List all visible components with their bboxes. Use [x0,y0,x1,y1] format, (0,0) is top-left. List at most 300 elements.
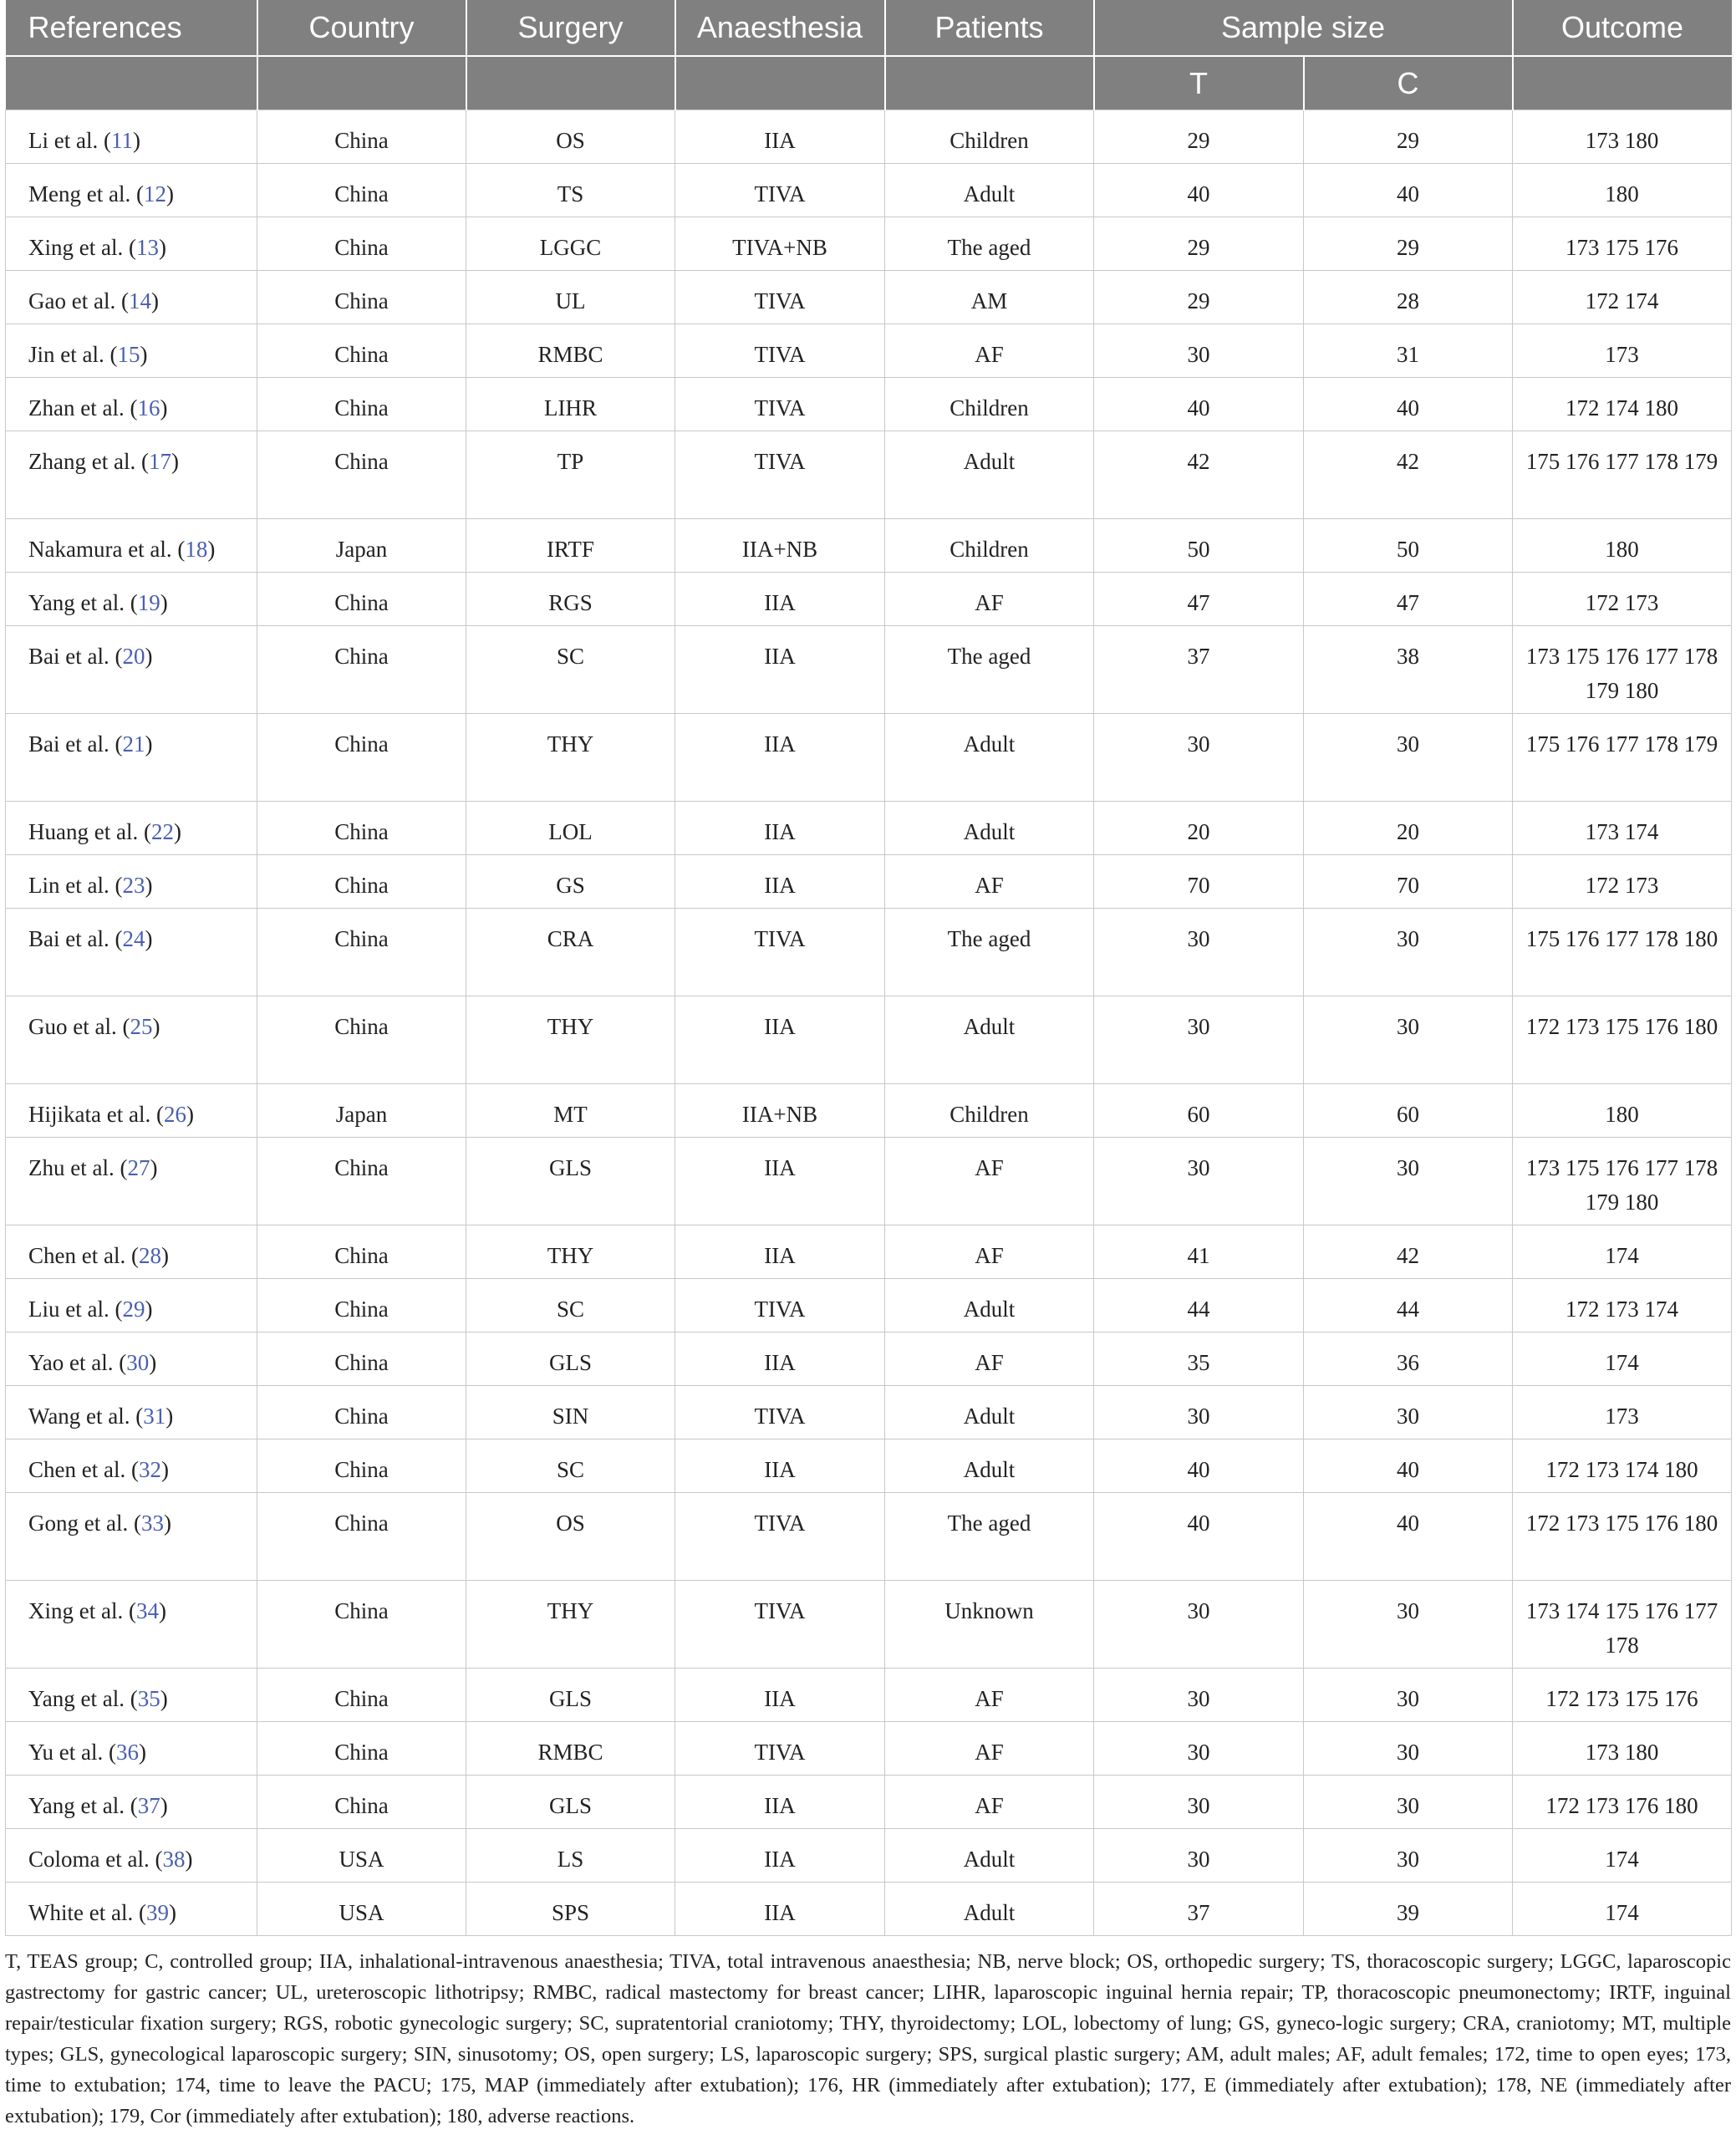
surgery-cell: RMBC [466,1722,675,1776]
reference-author: Li et al. ( [28,128,111,153]
anaesthesia-cell: IIA [675,1138,885,1225]
anaesthesia-cell: TIVA [675,1581,885,1669]
table-row [6,324,1732,378]
citation-link[interactable]: 27 [127,1155,150,1180]
t-cell: 37 [1094,1883,1304,1936]
outcome-cell: 180 [1513,1084,1732,1138]
reference-cell: Zhan et al. (16) [6,378,257,431]
table-row [6,1439,1732,1493]
reference-cell: Gong et al. (33) [6,1493,257,1581]
table-row [6,1883,1732,1936]
citation-link[interactable]: 26 [163,1102,186,1127]
country-cell: China [257,714,466,802]
country-cell: China [257,1581,466,1669]
t-cell: 47 [1094,573,1304,626]
outcome-cell: 173 [1513,1386,1732,1439]
table-row [6,1581,1732,1669]
outcome-cell: 175 176 177 178 180 [1513,909,1732,996]
reference-author: Hijikata et al. ( [28,1102,164,1127]
t-cell: 29 [1094,271,1304,324]
c-cell: 30 [1304,714,1513,802]
outcome-cell: 174 [1513,1225,1732,1279]
table-row [6,1332,1732,1386]
table-row [6,1669,1732,1722]
patients-cell: The aged [885,1493,1094,1581]
anaesthesia-cell: TIVA [675,1493,885,1581]
anaesthesia-cell: TIVA [675,1279,885,1332]
reference-cell: Coloma et al. (38) [6,1829,257,1883]
country-cell: China [257,378,466,431]
outcome-cell: 173 175 176 177 178 179 180 [1513,626,1732,714]
surgery-cell: RGS [466,573,675,626]
header-t: T [1094,56,1304,110]
header-blank [885,56,1094,110]
table-row [6,996,1732,1084]
surgery-cell: UL [466,271,675,324]
header-blank [6,56,257,110]
surgery-cell: GLS [466,1669,675,1722]
reference-author: Xing et al. ( [28,1598,136,1623]
surgery-cell: THY [466,714,675,802]
patients-cell: The aged [885,909,1094,996]
reference-cell: Guo et al. (25) [6,996,257,1084]
c-cell: 31 [1304,324,1513,378]
c-cell: 70 [1304,855,1513,909]
citation-link[interactable]: 13 [135,235,159,260]
table-row [6,519,1732,573]
table-row [6,378,1732,431]
country-cell: China [257,110,466,164]
t-cell: 30 [1094,1386,1304,1439]
outcome-cell: 172 173 175 176 [1513,1669,1732,1722]
c-cell: 29 [1304,110,1513,164]
reference-cell: Nakamura et al. (18) [6,519,257,573]
outcome-cell: 173 180 [1513,1722,1732,1776]
c-cell: 40 [1304,164,1513,217]
citation-link[interactable]: 11 [110,128,133,153]
reference-author: Yang et al. ( [28,590,138,615]
header-blank [1513,56,1732,110]
t-cell: 30 [1094,714,1304,802]
surgery-cell: LIHR [466,378,675,431]
citation-link[interactable]: 25 [130,1014,153,1039]
surgery-cell: CRA [466,909,675,996]
table-row [6,1386,1732,1439]
citation-link[interactable]: 23 [122,873,145,898]
reference-cell: Yao et al. (30) [6,1332,257,1386]
outcome-cell: 174 [1513,1883,1732,1936]
anaesthesia-cell: IIA [675,626,885,714]
t-cell: 30 [1094,909,1304,996]
patients-cell: Children [885,110,1094,164]
citation-link[interactable]: 36 [115,1740,139,1765]
citation-link[interactable]: 35 [137,1686,160,1711]
outcome-cell: 172 173 174 180 [1513,1439,1732,1493]
t-cell: 29 [1094,217,1304,271]
citation-link[interactable]: 29 [122,1297,145,1322]
c-cell: 30 [1304,1138,1513,1225]
citation-link[interactable]: 34 [135,1598,159,1623]
surgery-cell: OS [466,1493,675,1581]
patients-cell: Adult [885,802,1094,855]
t-cell: 70 [1094,855,1304,909]
surgery-cell: THY [466,996,675,1084]
country-cell: China [257,1722,466,1776]
outcome-cell: 172 173 174 [1513,1279,1732,1332]
citation-link[interactable]: 12 [143,181,166,206]
country-cell: China [257,271,466,324]
c-cell: 30 [1304,1722,1513,1776]
header-surgery: Surgery [466,0,675,56]
patients-cell: AF [885,1669,1094,1722]
t-cell: 60 [1094,1084,1304,1138]
c-cell: 47 [1304,573,1513,626]
patients-cell: Adult [885,1386,1094,1439]
outcome-cell: 174 [1513,1332,1732,1386]
citation-link[interactable]: 33 [140,1511,164,1536]
citation-link[interactable]: 15 [117,342,140,367]
reference-author: Gong et al. ( [28,1511,141,1536]
country-cell: China [257,1439,466,1493]
reference-cell: Yang et al. (19) [6,573,257,626]
patients-cell: AF [885,1138,1094,1225]
reference-author: Zhu et al. ( [28,1155,128,1180]
table-row [6,1084,1732,1138]
country-cell: China [257,1493,466,1581]
reference-author: Guo et al. ( [28,1014,130,1039]
reference-cell: Yang et al. (37) [6,1776,257,1829]
surgery-cell: IRTF [466,519,675,573]
table-row [6,802,1732,855]
citation-link[interactable]: 24 [122,926,145,951]
t-cell: 30 [1094,1669,1304,1722]
t-cell: 30 [1094,1722,1304,1776]
table-row [6,164,1732,217]
outcome-cell: 175 176 177 178 179 [1513,714,1732,802]
t-cell: 40 [1094,378,1304,431]
country-cell: China [257,1138,466,1225]
country-cell: China [257,1279,466,1332]
reference-author: Liu et al. ( [28,1297,123,1322]
country-cell: China [257,431,466,519]
surgery-cell: GLS [466,1776,675,1829]
outcome-cell: 174 [1513,1829,1732,1883]
reference-author: Meng et al. ( [28,181,144,206]
surgery-cell: MT [466,1084,675,1138]
reference-cell: Liu et al. (29) [6,1279,257,1332]
citation-link[interactable]: 18 [185,537,208,562]
citation-link[interactable]: 37 [137,1793,160,1818]
surgery-cell: TP [466,431,675,519]
country-cell: USA [257,1829,466,1883]
patients-cell: Adult [885,1829,1094,1883]
outcome-cell: 173 180 [1513,110,1732,164]
t-cell: 41 [1094,1225,1304,1279]
anaesthesia-cell: IIA [675,1669,885,1722]
anaesthesia-cell: IIA [675,996,885,1084]
reference-author: Nakamura et al. ( [28,537,186,562]
surgery-cell: OS [466,110,675,164]
citation-link[interactable]: 22 [150,819,174,844]
patients-cell: AM [885,271,1094,324]
surgery-cell: LOL [466,802,675,855]
anaesthesia-cell: TIVA+NB [675,217,885,271]
reference-author: Bai et al. ( [28,731,123,757]
t-cell: 50 [1094,519,1304,573]
table-footnote: T, TEAS group; C, controlled group; IIA, inhalational-intravenous anaesthesia; TIVA, total intravenous anaesthesia; NB, nerve block; OS, orthopedic surgery; TS, thoracoscopic surgery; LGGC, laparoscopic gastrectomy for gastric cancer; UL, ureteroscopic lithotripsy; RMBC, radical mastectomy for breast cancer; LIHR, laparoscopic inguinal hernia repair; TP, thoracoscopic pneumonectomy; IRTF, inguinal repair/testicular fixation surgery; RGS, robotic gynecologic surgery; SC, supratentorial craniotomy; THY, thyroidectomy; LOL, lobectomy of lung; GS, gyneco-logic surgery; CRA, craniotomy; MT, multiple types; GLS, gynecological laparoscopic surgery; SIN, sinusotomy; OS, open surgery; LS, laparoscopic surgery; SPS, surgical plastic surgery; AM, adult males; AF, adult females; 172, time to open eyes; 173, time to extubation; 174, time to leave the PACU; 175, MAP (immediately after extubation); 176, HR (immediately after extubation); 177, E (immediately after extubation); 178, NE (immediately after extubation); 179, Cor (immediately after extubation); 180, adverse reactions. [5,1950,1731,2127]
t-cell: 20 [1094,802,1304,855]
header-references: References [6,0,257,56]
outcome-cell: 172 173 175 176 180 [1513,996,1732,1084]
surgery-cell: SC [466,1279,675,1332]
c-cell: 29 [1304,217,1513,271]
surgery-cell: GS [466,855,675,909]
header-c: C [1304,56,1513,110]
country-cell: USA [257,1883,466,1936]
reference-cell: Xing et al. (13) [6,217,257,271]
outcome-cell: 173 [1513,324,1732,378]
reference-author: Chen et al. ( [28,1457,139,1482]
c-cell: 36 [1304,1332,1513,1386]
t-cell: 30 [1094,1581,1304,1669]
outcome-cell: 172 173 176 180 [1513,1776,1732,1829]
anaesthesia-cell: IIA [675,1332,885,1386]
table-row [6,626,1732,714]
anaesthesia-cell: IIA [675,1776,885,1829]
anaesthesia-cell: IIA [675,110,885,164]
reference-cell: Huang et al. (22) [6,802,257,855]
patients-cell: AF [885,855,1094,909]
reference-cell: Chen et al. (28) [6,1225,257,1279]
surgery-cell: RMBC [466,324,675,378]
header-country: Country [257,0,466,56]
reference-author: Huang et al. ( [28,819,151,844]
reference-cell: Bai et al. (20) [6,626,257,714]
outcome-cell: 173 174 175 176 177 178 [1513,1581,1732,1669]
anaesthesia-cell: IIA [675,855,885,909]
c-cell: 40 [1304,1439,1513,1493]
country-cell: China [257,1776,466,1829]
reference-cell: Bai et al. (24) [6,909,257,996]
surgery-cell: THY [466,1581,675,1669]
c-cell: 30 [1304,1776,1513,1829]
outcome-cell: 173 175 176 [1513,217,1732,271]
country-cell: China [257,164,466,217]
citation-link[interactable]: 38 [162,1847,186,1872]
header-blank [257,56,466,110]
reference-author: White et al. ( [28,1900,146,1925]
patients-cell: AF [885,1722,1094,1776]
anaesthesia-cell: TIVA [675,324,885,378]
patients-cell: AF [885,1776,1094,1829]
t-cell: 29 [1094,110,1304,164]
patients-cell: Unknown [885,1581,1094,1669]
country-cell: China [257,855,466,909]
anaesthesia-cell: TIVA [675,1722,885,1776]
surgery-cell: SIN [466,1386,675,1439]
citation-link[interactable]: 28 [138,1243,161,1268]
citation-link[interactable]: 39 [145,1900,169,1925]
outcome-cell: 180 [1513,164,1732,217]
c-cell: 20 [1304,802,1513,855]
country-cell: China [257,802,466,855]
country-cell: Japan [257,519,466,573]
c-cell: 42 [1304,431,1513,519]
citation-link[interactable]: 32 [138,1457,161,1482]
header-blank [675,56,885,110]
anaesthesia-cell: TIVA [675,909,885,996]
outcome-cell: 173 174 [1513,802,1732,855]
citation-link[interactable]: 16 [137,395,160,420]
patients-cell: The aged [885,626,1094,714]
outcome-cell: 172 173 [1513,573,1732,626]
reference-cell: Meng et al. (12) [6,164,257,217]
reference-cell: Hijikata et al. (26) [6,1084,257,1138]
header-outcome: Outcome [1513,0,1732,56]
anaesthesia-cell: TIVA [675,1386,885,1439]
t-cell: 37 [1094,626,1304,714]
anaesthesia-cell: TIVA [675,378,885,431]
reference-cell: Wang et al. (31) [6,1386,257,1439]
country-cell: China [257,573,466,626]
country-cell: China [257,909,466,996]
table-row [6,110,1732,164]
citation-link[interactable]: 17 [148,449,171,474]
reference-author: Bai et al. ( [28,926,123,951]
patients-cell: The aged [885,217,1094,271]
t-cell: 30 [1094,324,1304,378]
header-row [6,0,1732,56]
outcome-cell: 180 [1513,519,1732,573]
table-row [6,1776,1732,1829]
reference-author: Yang et al. ( [28,1793,138,1818]
t-cell: 40 [1094,1493,1304,1581]
table-row [6,1138,1732,1225]
reference-author: Jin et al. ( [28,342,118,367]
c-cell: 30 [1304,996,1513,1084]
patients-cell: Children [885,378,1094,431]
c-cell: 50 [1304,519,1513,573]
surgery-cell: LGGC [466,217,675,271]
c-cell: 44 [1304,1279,1513,1332]
table-row [6,1722,1732,1776]
outcome-cell: 172 173 [1513,855,1732,909]
reference-author: Lin et al. ( [28,873,123,898]
reference-cell: Zhang et al. (17) [6,431,257,519]
citation-link[interactable]: 14 [128,288,151,313]
reference-cell: Lin et al. (23) [6,855,257,909]
outcome-cell: 172 174 180 [1513,378,1732,431]
citation-link[interactable]: 19 [137,590,160,615]
country-cell: China [257,626,466,714]
surgery-cell: SC [466,1439,675,1493]
reference-cell: Bai et al. (21) [6,714,257,802]
surgery-cell: TS [466,164,675,217]
reference-author: Wang et al. ( [28,1404,144,1429]
header-sample-size: Sample size [1094,0,1513,56]
reference-cell: White et al. (39) [6,1883,257,1936]
table-row [6,1225,1732,1279]
c-cell: 30 [1304,909,1513,996]
anaesthesia-cell: IIA [675,802,885,855]
surgery-cell: LS [466,1829,675,1883]
reference-cell: Yu et al. (36) [6,1722,257,1776]
patients-cell: Adult [885,164,1094,217]
c-cell: 30 [1304,1581,1513,1669]
table-body [6,110,1732,1936]
t-cell: 30 [1094,1138,1304,1225]
anaesthesia-cell: TIVA [675,431,885,519]
surgery-cell: GLS [466,1332,675,1386]
reference-author: Yang et al. ( [28,1686,138,1711]
outcome-cell: 173 175 176 177 178 179 180 [1513,1138,1732,1225]
country-cell: China [257,324,466,378]
surgery-cell: SC [466,626,675,714]
t-cell: 35 [1094,1332,1304,1386]
table-row [6,1493,1732,1581]
country-cell: China [257,217,466,271]
reference-cell: Gao et al. (14) [6,271,257,324]
c-cell: 60 [1304,1084,1513,1138]
citation-link[interactable]: 30 [126,1350,150,1375]
header-anaesthesia: Anaesthesia [675,0,885,56]
patients-cell: Adult [885,714,1094,802]
country-cell: China [257,1225,466,1279]
outcome-cell: 172 174 [1513,271,1732,324]
anaesthesia-cell: IIA [675,1829,885,1883]
table-container [5,0,1731,2132]
reference-author: Coloma et al. ( [28,1847,163,1872]
citation-link[interactable]: 21 [122,731,145,757]
table-row [6,1829,1732,1883]
table-row [6,855,1732,909]
table-row [6,909,1732,996]
reference-author: Bai et al. ( [28,644,123,669]
anaesthesia-cell: IIA [675,1883,885,1936]
anaesthesia-cell: IIA [675,1439,885,1493]
citation-link[interactable]: 31 [143,1404,166,1429]
reference-cell: Xing et al. (34) [6,1581,257,1669]
patients-cell: Children [885,519,1094,573]
country-cell: China [257,1386,466,1439]
c-cell: 30 [1304,1829,1513,1883]
citation-link[interactable]: 20 [122,644,145,669]
c-cell: 40 [1304,1493,1513,1581]
patients-cell: AF [885,324,1094,378]
country-cell: China [257,1332,466,1386]
reference-cell: Jin et al. (15) [6,324,257,378]
anaesthesia-cell: IIA+NB [675,1084,885,1138]
c-cell: 40 [1304,378,1513,431]
table-row [6,271,1732,324]
anaesthesia-cell: IIA+NB [675,519,885,573]
surgery-cell: THY [466,1225,675,1279]
reference-author: Zhan et al. ( [28,395,138,420]
reference-author: Yao et al. ( [28,1350,127,1375]
outcome-cell: 175 176 177 178 179 [1513,431,1732,519]
reference-author: Zhang et al. ( [28,449,149,474]
patients-cell: AF [885,1332,1094,1386]
c-cell: 38 [1304,626,1513,714]
c-cell: 28 [1304,271,1513,324]
reference-cell: Li et al. (11) [6,110,257,164]
patients-cell: Adult [885,1439,1094,1493]
reference-author: Chen et al. ( [28,1243,139,1268]
reference-cell: Yang et al. (35) [6,1669,257,1722]
anaesthesia-cell: TIVA [675,164,885,217]
t-cell: 44 [1094,1279,1304,1332]
header-blank [466,56,675,110]
